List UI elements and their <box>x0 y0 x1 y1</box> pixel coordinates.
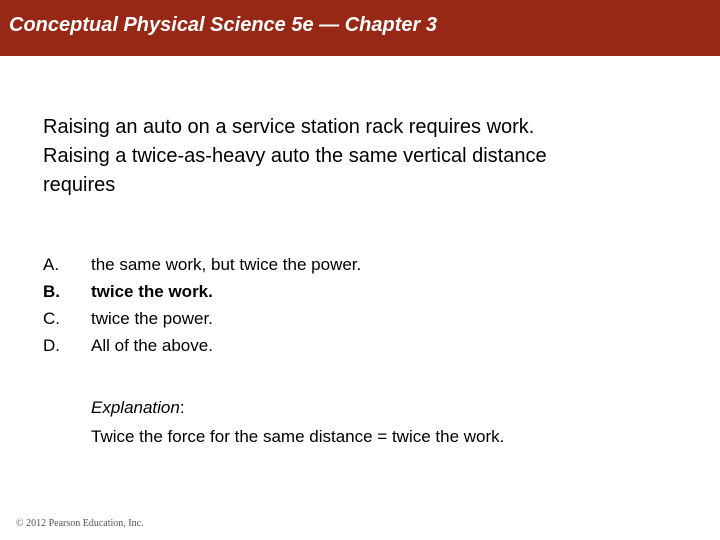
explanation-block <box>91 393 504 451</box>
question-line-2: Raising a twice-as-heavy auto the same vertical distance <box>43 145 547 167</box>
answer-choices-list <box>43 251 361 359</box>
choice-b-text: twice the work. <box>91 282 213 301</box>
choice-c <box>43 305 361 332</box>
question-line-1: Raising an auto on a service station rack requires work. <box>43 116 535 138</box>
explanation-colon: : <box>179 398 185 417</box>
question-line-3: requires <box>43 174 116 196</box>
choice-a-letter: A. <box>43 255 60 274</box>
choice-b-correct <box>43 278 361 305</box>
explanation-label: Explanation <box>91 398 180 417</box>
choice-d <box>43 332 361 359</box>
question-text <box>43 113 683 200</box>
choice-a <box>43 251 361 278</box>
explanation-text: Twice the force for the same distance = twice the work. <box>91 427 505 446</box>
explanation-label-row <box>91 393 504 422</box>
choice-a-text: the same work, but twice the power. <box>91 255 362 274</box>
choice-c-letter: C. <box>43 309 60 328</box>
copyright-notice: © 2012 Pearson Education, Inc. <box>16 518 144 529</box>
choice-d-letter: D. <box>43 336 60 355</box>
slide-header-title: Conceptual Physical Science 5e — Chapter 3 <box>9 14 437 36</box>
choice-c-text: twice the power. <box>91 309 213 328</box>
choice-b-letter: B. <box>43 282 60 301</box>
choice-d-text: All of the above. <box>91 336 213 355</box>
header-bar <box>0 0 720 56</box>
